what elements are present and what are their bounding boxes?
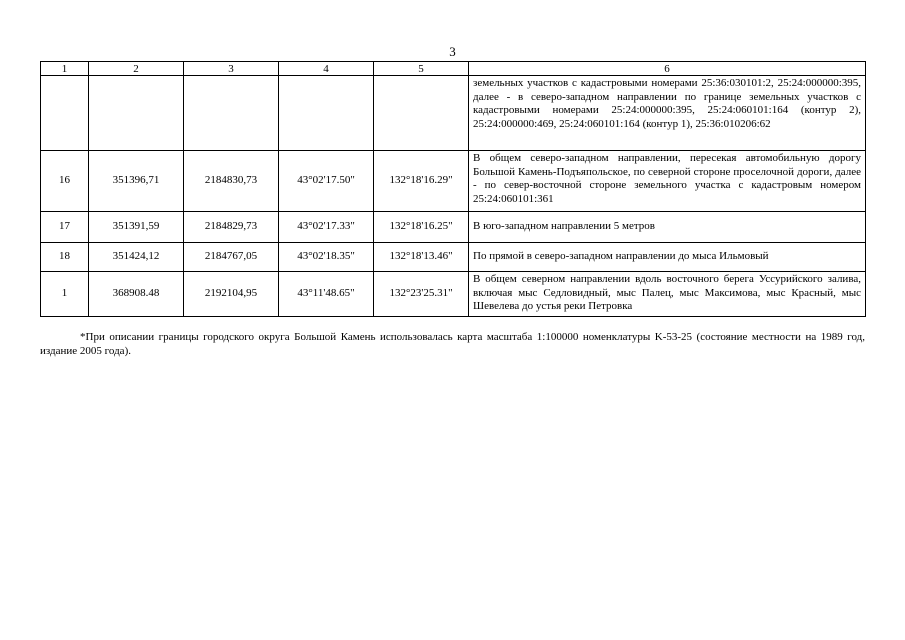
- table-header-row: [41, 62, 866, 76]
- point-number: 18: [41, 243, 89, 272]
- coord-x: 351424,12: [89, 243, 184, 272]
- footnote: *При описании границы городского округа Большой Камень использовалась карта масштаба 1:100000 номенклатуры K-53-25 (состояние местности на 1989 год, издание 2005 года).: [40, 331, 865, 357]
- coord-y: 2192104,95: [184, 272, 279, 317]
- segment-description: В общем северо-западном направлении, пересекая автомобильную дорогу Большой Камень-Подъяпольское, по северной стороне проселочной дороги, далее - по север-восточной стороне земельного участка с кадастровым номером 25:24:060101:361: [469, 151, 866, 212]
- continued-description: земельных участков с кадастровыми номерами 25:36:030101:2, 25:24:000000:395, далее - в северо-западном направлении по границе земельных участков с кадастровыми номерами 25:24:000000:395, 25:24:060101:164 (контур 2), 25:24:000000:469, 25:24:060101:164 (контур 1), 25:36:010206:62: [469, 76, 866, 151]
- coord-x: 351391,59: [89, 212, 184, 243]
- latitude: 43°02'17.33": [279, 212, 374, 243]
- segment-description: По прямой в северо-западном направлении до мыса Ильмовый: [469, 243, 866, 272]
- table-row: [41, 76, 866, 151]
- segment-description: В юго-западном направлении 5 метров: [469, 212, 866, 243]
- boundary-table: [40, 61, 866, 317]
- column-header: 3: [184, 62, 279, 76]
- table-row: [41, 272, 866, 317]
- latitude: 43°02'17.50": [279, 151, 374, 212]
- coord-x: 351396,71: [89, 151, 184, 212]
- longitude: 132°18'13.46": [374, 243, 469, 272]
- column-header: 4: [279, 62, 374, 76]
- latitude: 43°11'48.65": [279, 272, 374, 317]
- column-header: 1: [41, 62, 89, 76]
- longitude: 132°18'16.29": [374, 151, 469, 212]
- point-number: 1: [41, 272, 89, 317]
- coord-y: 2184829,73: [184, 212, 279, 243]
- point-number: 17: [41, 212, 89, 243]
- longitude: 132°23'25.31": [374, 272, 469, 317]
- column-header: 6: [469, 62, 866, 76]
- column-header: 2: [89, 62, 184, 76]
- segment-description: В общем северном направлении вдоль восточного берега Уссурийского залива, включая мыс Седловидный, мыс Палец, мыс Максимова, мыс Красный, мыс Шевелева до устья реки Петровка: [469, 272, 866, 317]
- longitude: 132°18'16.25": [374, 212, 469, 243]
- latitude: 43°02'18.35": [279, 243, 374, 272]
- coord-y: 2184830,73: [184, 151, 279, 212]
- column-header: 5: [374, 62, 469, 76]
- page-number: 3: [449, 44, 456, 59]
- point-number: 16: [41, 151, 89, 212]
- coord-y: 2184767,05: [184, 243, 279, 272]
- coord-x: 368908.48: [89, 272, 184, 317]
- table-row: [41, 243, 866, 272]
